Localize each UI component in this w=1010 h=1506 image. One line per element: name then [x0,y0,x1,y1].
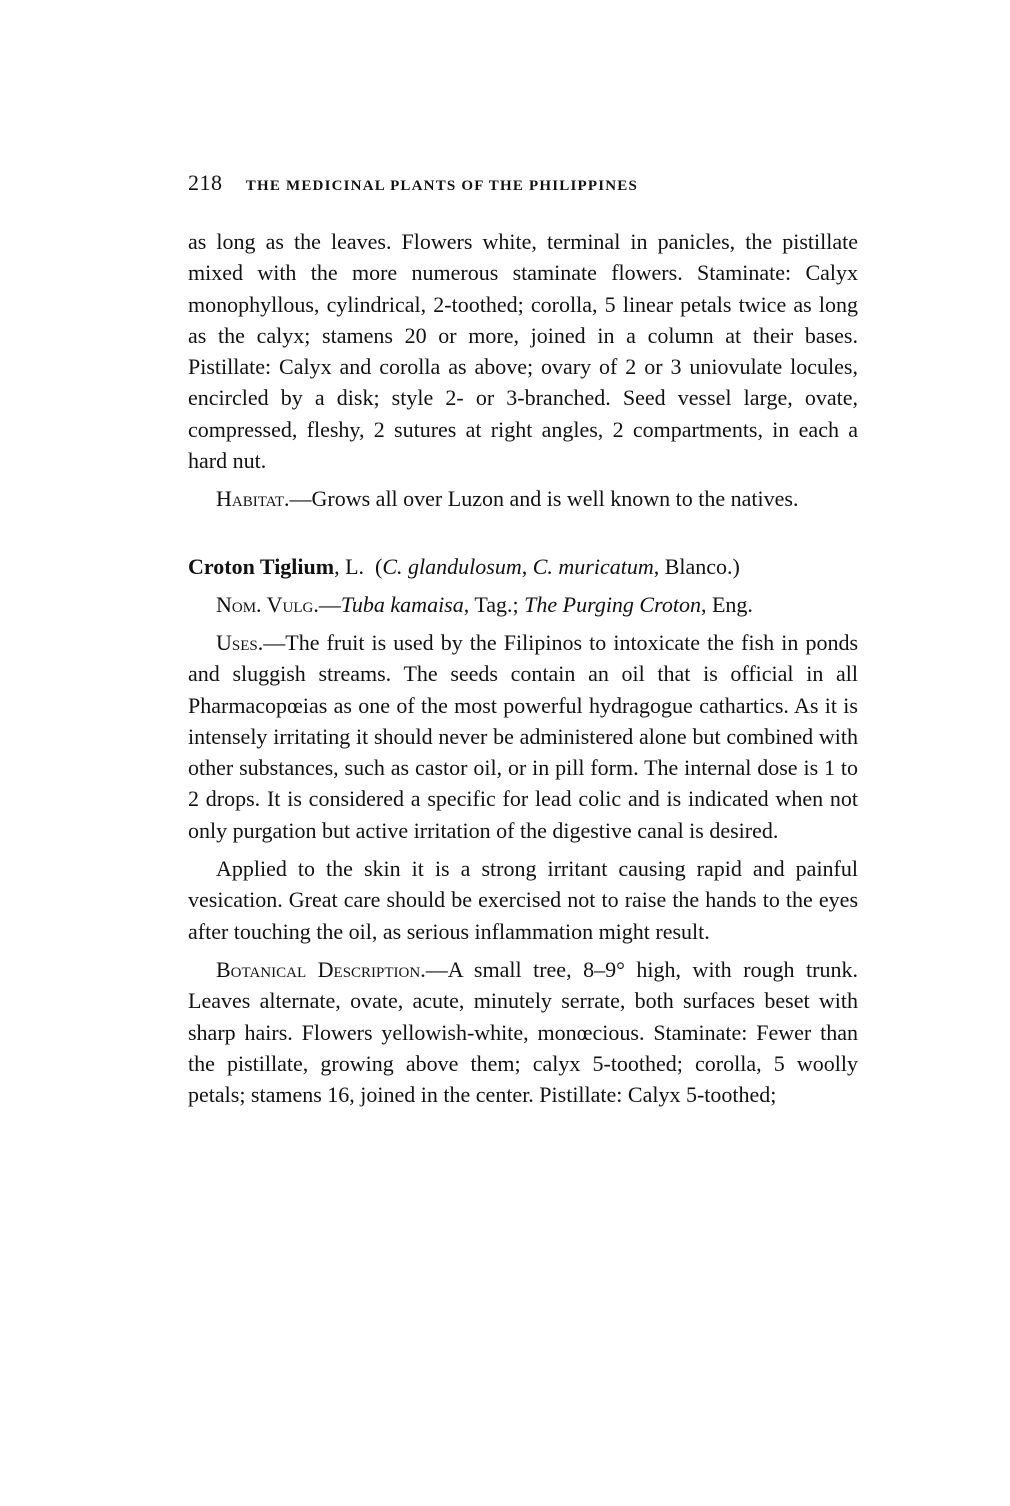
synonym: C. muricatum [532,553,654,579]
synonym: C. glandulosum [382,553,522,579]
applied-paragraph: Applied to the skin it is a strong irritant causing rapid and painful vesication. Great care should be exercised not to raise the hands to the eyes after touching the oil, as serious inflammation might result. [188,856,858,944]
running-header [188,170,858,196]
habitat-paragraph: Habitat.—Grows all over Luzon and is well known to the natives. [216,486,799,512]
page-number: 218 [188,170,223,195]
habitat-label: Habitat. [216,486,290,512]
nom-vulg-paragraph: Nom. Vulg.—Tuba kamaisa, Tag.; The Purging Croton, Eng. [216,591,753,617]
species-heading: Croton Tiglium, L. (C. glandulosum, C. muricatum, Blanco.) [188,553,740,579]
book-page [188,170,858,1110]
running-title: THE MEDICINAL PLANTS OF THE PHILIPPINES [245,178,639,194]
paragraph-continued: as long as the leaves. Flowers white, terminal in panicles, the pistillate mixed with the more numerous staminate flowers. Staminate: Calyx monophyllous, cylindrical, 2-toothed; corolla, 5 linear petals twice as long as the calyx; stamens 20 or more, joined in a column at their bases. Pistillate: Calyx and corolla as above; ovary of 2 or 3 uniovulate locules, encircled by a disk; style 2- or 3-branched. Seed vessel large, ovate, compressed, fleshy, 2 sutures at right angles, 2 compartments, in each a hard nut. [188,229,858,474]
species-name: Croton Tiglium [188,553,335,579]
uses-paragraph: Uses.—The fruit is used by the Filipinos to intoxicate the fish in ponds and sluggish streams. The seeds contain an oil that is official in all Pharmacopœias as one of the most powerful hydragogue cathartics. As it is intensely irritating it should never be administered alone but combined with other substances, such as castor oil, or in pill form. The internal dose is 1 to 2 drops. It is considered a specific for lead colic and is indicated when not only purgation but active irritation of the digestive canal is desired. [188,629,858,843]
botanical-paragraph: Botanical Description.—A small tree, 8–9° high, with rough trunk. Leaves alternate, ovate, acute, minutely serrate, both surfaces beset with sharp hairs. Flowers yellowish-white, monœcious. Staminate: Fewer than the pistillate, growing above them; calyx 5-toothed; corolla, 5 woolly petals; stamens 16, joined in the center. Pistillate: Calyx 5-toothed; [188,956,858,1108]
